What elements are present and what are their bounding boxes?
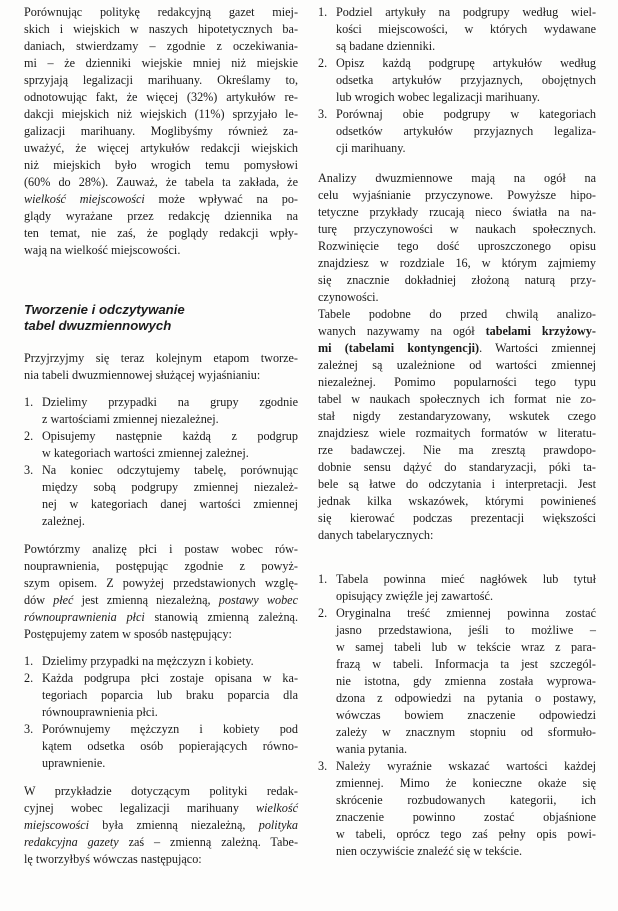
text-line: kości miejscowości, w których wydawane xyxy=(336,22,596,36)
text-line: Porównując politykę redakcyjną gazet miej- xyxy=(24,5,298,19)
text-line: Rozwinięcie tego dość uproszczonego opisu xyxy=(318,239,596,253)
text-line: Opisz każdą podgrupę artykułów według xyxy=(336,56,596,70)
text-line: Dzielimy przypadki na mężczyzn i kobiety. xyxy=(42,654,254,668)
text-line: mi (tabelami kontyngencji). Wartości zmiennej xyxy=(318,341,596,355)
text-line: sprzyjają legalizacji marihuany. Określamy to, xyxy=(24,73,298,87)
text-line: kątem odsetka osób popierających równo- xyxy=(42,739,298,753)
text-line: lub wrogich wobec legalizacji marihuany. xyxy=(336,90,540,104)
list-number: 2. xyxy=(318,56,328,70)
text-line: niezależnej. Pomimo popularności tego typu xyxy=(318,375,596,389)
text-line: tetyczne przykłady rzucają nieco światła na na- xyxy=(318,205,596,219)
text-line: zależy w znacznym stopniu od sformuło- xyxy=(336,725,596,739)
text-line: w samej tabeli lub w tekście wraz z para- xyxy=(336,640,596,654)
list-number: 3. xyxy=(24,463,34,477)
text-line: Postępujemy zatem w sposób następujący: xyxy=(24,627,232,641)
text-line: galizacji marihuany. Moglibyśmy również za- xyxy=(24,124,298,138)
text-line: miejscowości była zmienną niezależną, polityka xyxy=(24,818,298,832)
text-line: nia tabeli dwuzmiennowej służącej wyjaśnianiu: xyxy=(24,368,261,382)
text-line: się kierować podczas prezentacji większości xyxy=(318,511,596,525)
text-line: W przykładzie dotyczącym polityki redak- xyxy=(24,784,298,798)
text-line: danych tabelarycznych: xyxy=(318,528,434,542)
text-line: Porównujemy mężczyzn i kobiety pod xyxy=(42,722,298,736)
text-line: dobnie sensu dążyć do standaryzacji, póki ta- xyxy=(318,460,596,474)
text-line: Na koniec odczytujemy tabelę, porównując xyxy=(42,463,298,477)
text-line: Analizy dwuzmiennowe mają na ogół na xyxy=(318,171,596,185)
text-line: nie istotna, gdy zmienna została wyprowa- xyxy=(336,674,596,688)
text-line: odnotowując fakt, że więcej (32%) artykułów re- xyxy=(24,90,298,104)
text-line: bele są łatwe do odczytania i interpretacji. Jest xyxy=(318,477,596,491)
text-line: czynowości. xyxy=(318,290,379,304)
text-line: zależnej są uzależnione od wartości zmiennej xyxy=(318,358,596,372)
text-line: uprawnienie. xyxy=(42,756,106,770)
text-line: cji marihuany. xyxy=(336,141,406,155)
text-line: Każda podgrupa płci zostaje opisana w ka- xyxy=(42,671,298,685)
text-line: znaczenie powinno zostać objaśnione xyxy=(336,810,596,824)
list-number: 2. xyxy=(24,429,34,443)
text-line: cyjnej wobec legalizacji marihuany wielkość xyxy=(24,801,298,815)
text-line: celu wyjaśnianie przyczynowe. Powyższe hipo- xyxy=(318,188,596,202)
list-number: 1. xyxy=(24,654,34,668)
text-line: wielkość miejscowości może wpływać na po- xyxy=(24,192,298,206)
text-line: daniach, stwierdzamy – zgodnie z oczekiwania- xyxy=(24,39,298,53)
text-line: stał nigdy zestandaryzowany, wskutek czego xyxy=(318,409,596,423)
text-line: zmiennej. Mimo że konieczne okaże się xyxy=(336,776,596,790)
text-line: uważyć, że więcej artykułów redakcji wiejskich xyxy=(24,141,298,155)
text-line: dakcji miejskich niż wiejskich (11%) sprzyjało le- xyxy=(24,107,298,121)
text-line: glądy wyrażane przez redakcję dziennika na xyxy=(24,209,298,223)
text-line: między sobą podgrupy zmiennej niezależ- xyxy=(42,480,298,494)
text-line: (60% do 28%). Zauważ, że tabela ta zakłada, że xyxy=(24,175,298,189)
text-line: zależnej. xyxy=(42,514,85,528)
text-line: rze badawczej. Nie ma zresztą prawdopo- xyxy=(318,443,596,457)
list-number: 2. xyxy=(24,671,34,685)
text-line: skich i wiejskich w naszych hipotetycznych ba- xyxy=(24,22,298,36)
text-line: odsetka artykułów przyjaznych, obojętnych xyxy=(336,73,596,87)
text-line: lę tworzyłbyś wówczas następująco: xyxy=(24,852,202,866)
text-line: Porównaj obie podgrupy w kategoriach xyxy=(336,107,596,121)
text-line: są badane dzienniki. xyxy=(336,39,436,53)
text-line: dzona z odpowiedzi na pytania o postawy, xyxy=(336,691,596,705)
text-line: z wartościami zmiennej niezależnej. xyxy=(42,412,219,426)
text-line: wówczas bowiem znaczenie odpowiedzi xyxy=(336,708,596,722)
text-line: mi – że dzienniki wiejskie mniej niż miejskie xyxy=(24,56,298,70)
text-line: nouprawnienia, postępując zgodnie z powyż- xyxy=(24,559,298,573)
text-line: skrócenie rozbudowanych kategorii, ich xyxy=(336,793,596,807)
text-line: Dzielimy przypadki na grupy zgodnie xyxy=(42,395,298,409)
text-line: Tabela powinna mieć nagłówek lub tytuł xyxy=(336,572,596,586)
text-line: jednak kilka wskazówek, którymi powinieneś xyxy=(318,494,596,508)
text-line: Tabele podobne do przed chwilą analizo- xyxy=(318,307,596,321)
text-line: w kategoriach wartości zmiennej zależnej. xyxy=(42,446,249,460)
text-line: wanych nazywamy na ogół tabelami krzyżowy- xyxy=(318,324,596,338)
text-line: Oryginalna treść zmiennej powinna zostać xyxy=(336,606,596,620)
list-number: 1. xyxy=(318,572,328,586)
list-number: 3. xyxy=(318,107,328,121)
text-line: frazą w tabeli. Informacja ta jest szczegól- xyxy=(336,657,596,671)
text-line: w tabeli, oprócz tego zaś pełny opis powi- xyxy=(336,827,596,841)
text-line: szym opisem. Z powyżej przedstawionych wzglę- xyxy=(24,576,298,590)
text-line: nien oczywiście znaleźć się w tekście. xyxy=(336,844,523,858)
text-line: się znacznie dokładniej złożoną naturą przy- xyxy=(318,273,596,287)
list-number: 3. xyxy=(318,759,328,773)
text-line: odsetków artykułów przyjaznych legaliza- xyxy=(336,124,596,138)
text-line: nej w kategoriach danej wartości zmiennej xyxy=(42,497,298,511)
text-line: opisujący zwięźle jej zawartość. xyxy=(336,589,494,603)
text-line: tegoriach poparcia lub braku poparcia dla xyxy=(42,688,298,702)
text-line: równouprawnienia płci stanowią zmienną zależną. xyxy=(24,610,299,624)
list-number: 2. xyxy=(318,606,328,620)
list-number: 3. xyxy=(24,722,34,736)
text-line: niż miejskich było wrogich temu pomysłowi xyxy=(24,158,298,172)
text-line: równouprawnienia płci. xyxy=(42,705,158,719)
text-line: znajdziesz w rozdziale 16, w którym zajmiemy xyxy=(318,256,596,270)
text-line: znajdziesz wiele rozmaitych formatów w literatu- xyxy=(318,426,596,440)
heading-line: Tworzenie i odczytywanie xyxy=(24,302,185,317)
text-line: Opisujemy następnie każdą z podgrup xyxy=(42,429,298,443)
text-line: Podziel artykuły na podgrupy według wiel- xyxy=(336,5,596,19)
text-line: redakcyjna gazety zaś – zmienną zależną. Tabe- xyxy=(24,835,298,849)
text-line: turę przyczynowości w naukach społecznych. xyxy=(318,222,596,236)
text-line: wania pytania. xyxy=(336,742,408,756)
list-number: 1. xyxy=(24,395,34,409)
text-line: tabel w naukach społecznych ich format nie zo- xyxy=(318,392,596,406)
list-number: 1. xyxy=(318,5,328,19)
text-line: Przyjrzyjmy się teraz kolejnym etapom tworze- xyxy=(24,351,298,365)
heading-line: tabel dwuzmiennowych xyxy=(24,318,172,333)
text-line: dów płeć jest zmienną niezależną, postawy wobec xyxy=(24,593,299,607)
text-line: Powtórzmy analizę płci i postaw wobec rów- xyxy=(24,542,298,556)
text-line: ten temat, nie zaś, że poglądy redakcji wpły- xyxy=(24,226,298,240)
text-line: wają na wielkość miejscowości. xyxy=(24,243,181,257)
text-line: jasno przedstawiona, jeśli to możliwe – xyxy=(336,623,596,637)
text-line: Należy wyraźnie wskazać wartości każdej xyxy=(336,759,596,773)
